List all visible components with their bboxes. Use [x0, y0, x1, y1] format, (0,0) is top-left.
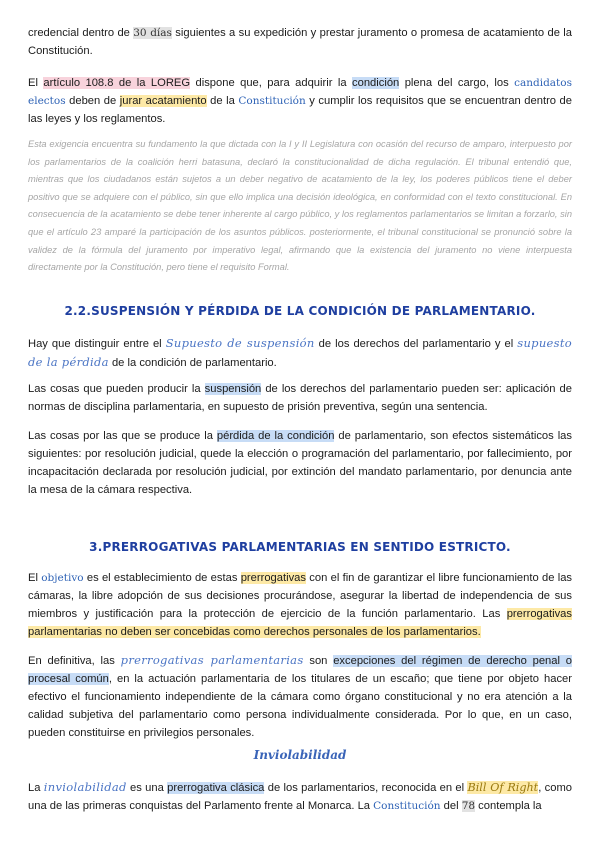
highlight-perdida-condicion: pérdida de la condición [216, 430, 335, 442]
term-supuesto-perdida: supuesto de la pérdida [28, 336, 572, 369]
paragraph-objetivo [28, 569, 572, 641]
paragraph-perdida [28, 427, 572, 499]
highlight-prerrogativa-clasica: prerrogativa clásica [167, 782, 265, 794]
text: deben de [65, 95, 120, 107]
paragraph-inviolabilidad [28, 778, 572, 815]
text: El [28, 572, 42, 584]
text: credencial dentro de [28, 27, 134, 39]
text: En definitiva, las [28, 655, 121, 667]
text: siguientes a su expedición y prestar juramento o promesa de acatamiento de la Constitución. [28, 27, 572, 57]
highlight-prerrogativas-no-derechos: prerrogativas parlamentarias no deben ser concebidas como derechos personales de los parlamentarios. [28, 608, 572, 638]
paragraph-definitiva [28, 651, 572, 742]
text: de la condición de parlamentario. [108, 357, 277, 369]
text: es una [126, 782, 168, 794]
text: El [28, 77, 44, 89]
highlight-suspension: suspensión [204, 383, 262, 395]
paragraph-credential [28, 24, 572, 60]
highlight-78: 78 [461, 800, 476, 812]
text: dispone que, para adquirir la [190, 77, 352, 89]
text: Las cosas por las que se produce la [28, 430, 217, 442]
text: Hay que distinguir entre el [28, 338, 166, 350]
term-constitucion: Constitución [373, 800, 441, 812]
text: de los derechos del parlamentario pueden ser: aplicación de normas de disciplina parlamentaria, en supuesto de prisión preventiva, según una sentencia. [28, 383, 572, 413]
highlight-30-dias: 30 días [133, 27, 172, 39]
text: La [28, 782, 44, 794]
highlight-article-loreg: artículo 108.8 de la LOREG [43, 77, 191, 89]
text: es el establecimiento de estas [83, 572, 241, 584]
text: del [440, 800, 462, 812]
text: son [303, 655, 334, 667]
section-heading-2-2: 2.2.SUSPENSIÓN Y PÉRDIDA DE LA CONDICIÓN DE PARLAMENTARIO. [64, 304, 536, 318]
highlight-prerrogativas: prerrogativas [240, 572, 306, 584]
highlight-jurar-acatamiento: jurar acatamiento [119, 95, 207, 107]
text: de los derechos del parlamentario y el [314, 338, 518, 350]
section-heading-3: 3.PRERROGATIVAS PARLAMENTARIAS EN SENTIDO ESTRICTO. [89, 540, 511, 554]
text: contempla la [475, 800, 542, 812]
term-candidatos-electos: candidatos electos [28, 77, 572, 107]
text: , como una de las primeras conquistas del Parlamento frente al Monarca. La [28, 782, 572, 812]
text: de la [206, 95, 239, 107]
paragraph-distinguir [28, 334, 572, 372]
text: plena del cargo, los [399, 77, 515, 89]
subheading-inviolabilidad: Inviolabilidad [253, 748, 347, 762]
paragraph-article-108 [28, 74, 572, 128]
text: con el fin de garantizar el libre funcionamiento de las cámaras, la libre adopción de sus decisiones procurándose, asegurar la libertad de independencia de sus miembros y justificación para la protección de ejercicio de la función parlamentario. Las [28, 572, 573, 620]
term-inviolabilidad: inviolabilidad [43, 780, 127, 794]
text: Las cosas que pueden producir la [28, 383, 205, 395]
paragraph-suspension [28, 380, 572, 416]
note-paragraph: Esta exigencia encuentra su fundamento la que dictada con la I y II Legislatura con ocasión del recurso de amparo, interpuesto por los parlamentarios de la coalición herri batasuna, declaró la constitucionalidad de dicha regulación. El tribunal entendió que, mientras que los ciudadanos están sujetos a un deber negativo de acatamiento de la ley, los poderes públicos tiene el deber positivo que se adquiere con el público, sin que ello implica una decisión ideológica, en conformidad con el texto constitucional. En consecuencia de la acatamiento se debe tener inherente al cargo público, y los reglamentos parlamentarios se limitan a forzarlo, sin que el artículo 23 amparé la participación de los asuntos públicos. posteriormente, el tribunal constitucional se pronunció sobre la validez de la fórmula del juramento por imperativo legal, afirmando que la existencia del juramento no viene interpuesta directamente por la Constitución, pero tiene el requisito Formal. [28, 139, 572, 273]
term-objetivo: objetivo [41, 572, 84, 584]
term-prerrogativas-parlamentarias: prerrogativas parlamentarias [120, 653, 304, 667]
text: de los parlamentarios, reconocida en el [264, 782, 468, 794]
term-supuesto-suspension: Supuesto de suspensión [165, 336, 315, 350]
term-constitucion: Constitución [238, 95, 306, 107]
text: de parlamentario, son efectos sistemáticos las siguientes: por resolución judicial, quede la elección o programación del parlamentario, por fallecimiento, por incapacitación declarada por resolución judicial, por extinción del mandato parlamentario, por denuncia ante la mesa de la cámara respectiva. [28, 430, 572, 496]
highlight-condicion: condición [352, 77, 400, 89]
text: y cumplir los requisitos que se encuentran dentro de las leyes y los reglamentos. [28, 95, 572, 125]
highlight-excepciones: excepciones del régimen de derecho penal o procesal común [28, 655, 572, 685]
highlight-bill-of-right: Bill Of Right [467, 781, 539, 794]
text: , en la actuación parlamentaria de los titulares de un escaño; que tiene por objeto hacer efectivo el funcionamiento independiente de la cámara como órgano constitucional y no era atención a la calidad subjetiva del parlamentario como persona individualmente considerada. Por lo que, en un caso, pueden constituirse en privilegios personales. [28, 673, 572, 739]
